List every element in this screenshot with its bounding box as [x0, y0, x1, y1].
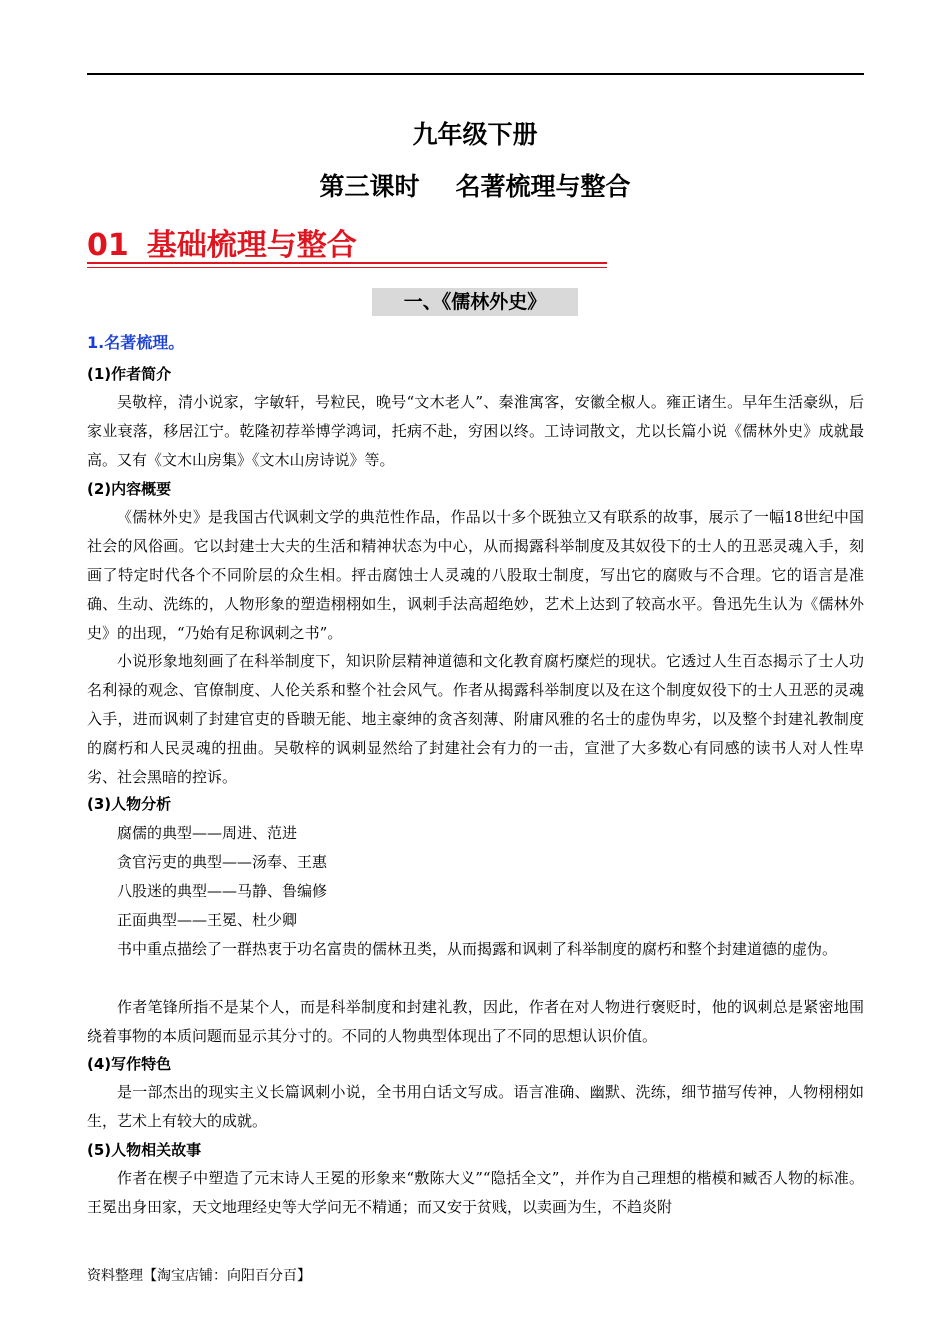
character-type-item: 腐儒的典型——周进、范进 — [117, 824, 298, 842]
characters-heading: (3)人物分析 — [87, 795, 172, 813]
section-title: 基础梳理与整合 — [146, 228, 357, 263]
author-heading: (1)作者简介 — [87, 365, 172, 383]
lesson-title — [0, 170, 950, 204]
character-type-item: 八股迷的典型——马静、鲁编修 — [117, 882, 328, 900]
section-number: 01 — [87, 228, 129, 263]
section-underline — [87, 262, 607, 264]
characters-paragraph-1: 书中重点描绘了一群热衷于功名富贵的儒林丑类，从而揭露和讽刺了科举制度的腐朽和整个封建道德的虚伪。 — [117, 940, 838, 958]
page-title: 九年级下册 — [412, 120, 538, 149]
summary-heading: (2)内容概要 — [87, 480, 172, 498]
author-paragraph: 吴敬梓，清小说家，字敏轩，号粒民，晚号“文木老人”、秦淮寓客，安徽全椒人。雍正诸生。早年生活豪纵，后家业衰落，移居江宁。乾隆初荐举博学鸿词，托病不赴，穷困以终。工诗词散文，尤以长篇小说《儒林外史》成就最高。又有《文木山房集》《文木山房诗说》等。 — [87, 393, 864, 469]
features-heading: (4)写作特色 — [87, 1055, 172, 1073]
stories-paragraph: 作者在楔子中塑造了元末诗人王冕的形象来“敷陈大义”“隐括全文”，并作为自己理想的楷模和臧否人物的标准。王冕出身田家，天文地理经史等大学问无不精通；而又安于贫贱，以卖画为生，不趋炎附 — [87, 1169, 864, 1216]
character-type-item: 贪官污吏的典型——汤奉、王惠 — [117, 853, 328, 871]
summary-paragraph-2: 小说形象地刻画了在科举制度下，知识阶层精神道德和文化教育腐朽糜烂的现状。它透过人生百态揭示了士人功名利禄的观念、官僚制度、人伦关系和整个社会风气。作者从揭露科举制度以及在这个制度奴役下的士人丑恶的灵魂入手，进而讽刺了封建官吏的昏聩无能、地主豪绅的贪吝刻薄、附庸风雅的名士的虚伪卑劣，以及整个封建礼教制度的腐朽和人民灵魂的扭曲。吴敬梓的讽刺显然给了封建社会有力的一击，宣泄了大多数心有同感的读书人对人性卑劣、社会黑暗的控诉。 — [87, 652, 864, 786]
characters-paragraph-2: 作者笔锋所指不是某个人，而是科举制度和封建礼教，因此，作者在对人物进行褒贬时，他的讽刺总是紧密地围绕着事物的本质问题而显示其分寸的。不同的人物典型体现出了不同的思想认识价值。 — [87, 998, 864, 1045]
features-paragraph: 是一部杰出的现实主义长篇讽刺小说，全书用白话文写成。语言准确、幽默、洗练，细节描写传神，人物栩栩如生，艺术上有较大的成就。 — [87, 1083, 864, 1130]
section-underline-thin — [87, 267, 607, 268]
lesson-topic: 名著梳理与整合 — [455, 172, 631, 201]
footer-source: 资料整理【淘宝店铺：向阳百分百】 — [87, 1268, 311, 1284]
character-type-item: 正面典型——王冕、杜少卿 — [117, 911, 298, 929]
section-heading — [87, 226, 357, 266]
part-heading: 1.名著梳理。 — [87, 333, 185, 352]
subsection-title: 一、《儒林外史》 — [372, 288, 578, 316]
lesson-number: 第三课时 — [319, 172, 420, 201]
stories-heading: (5)人物相关故事 — [87, 1141, 202, 1159]
summary-paragraph-1: 《儒林外史》是我国古代讽刺文学的典范性作品，作品以十多个既独立又有联系的故事，展示了一幅18世纪中国社会的风俗画。它以封建士大夫的生活和精神状态为中心，从而揭露科举制度及其奴役下的士人的丑恶灵魂入手，刻画了特定时代各个不同阶层的众生相。抨击腐蚀士人灵魂的八股取士制度，写出它的腐败与不合理。它的语言是准确、生动、洗练的，人物形象的塑造栩栩如生，讽刺手法高超绝妙，艺术上达到了较高水平。鲁迅先生认为《儒林外史》的出现，“乃始有足称讽刺之书”。 — [87, 508, 864, 642]
header-rule — [87, 73, 864, 75]
